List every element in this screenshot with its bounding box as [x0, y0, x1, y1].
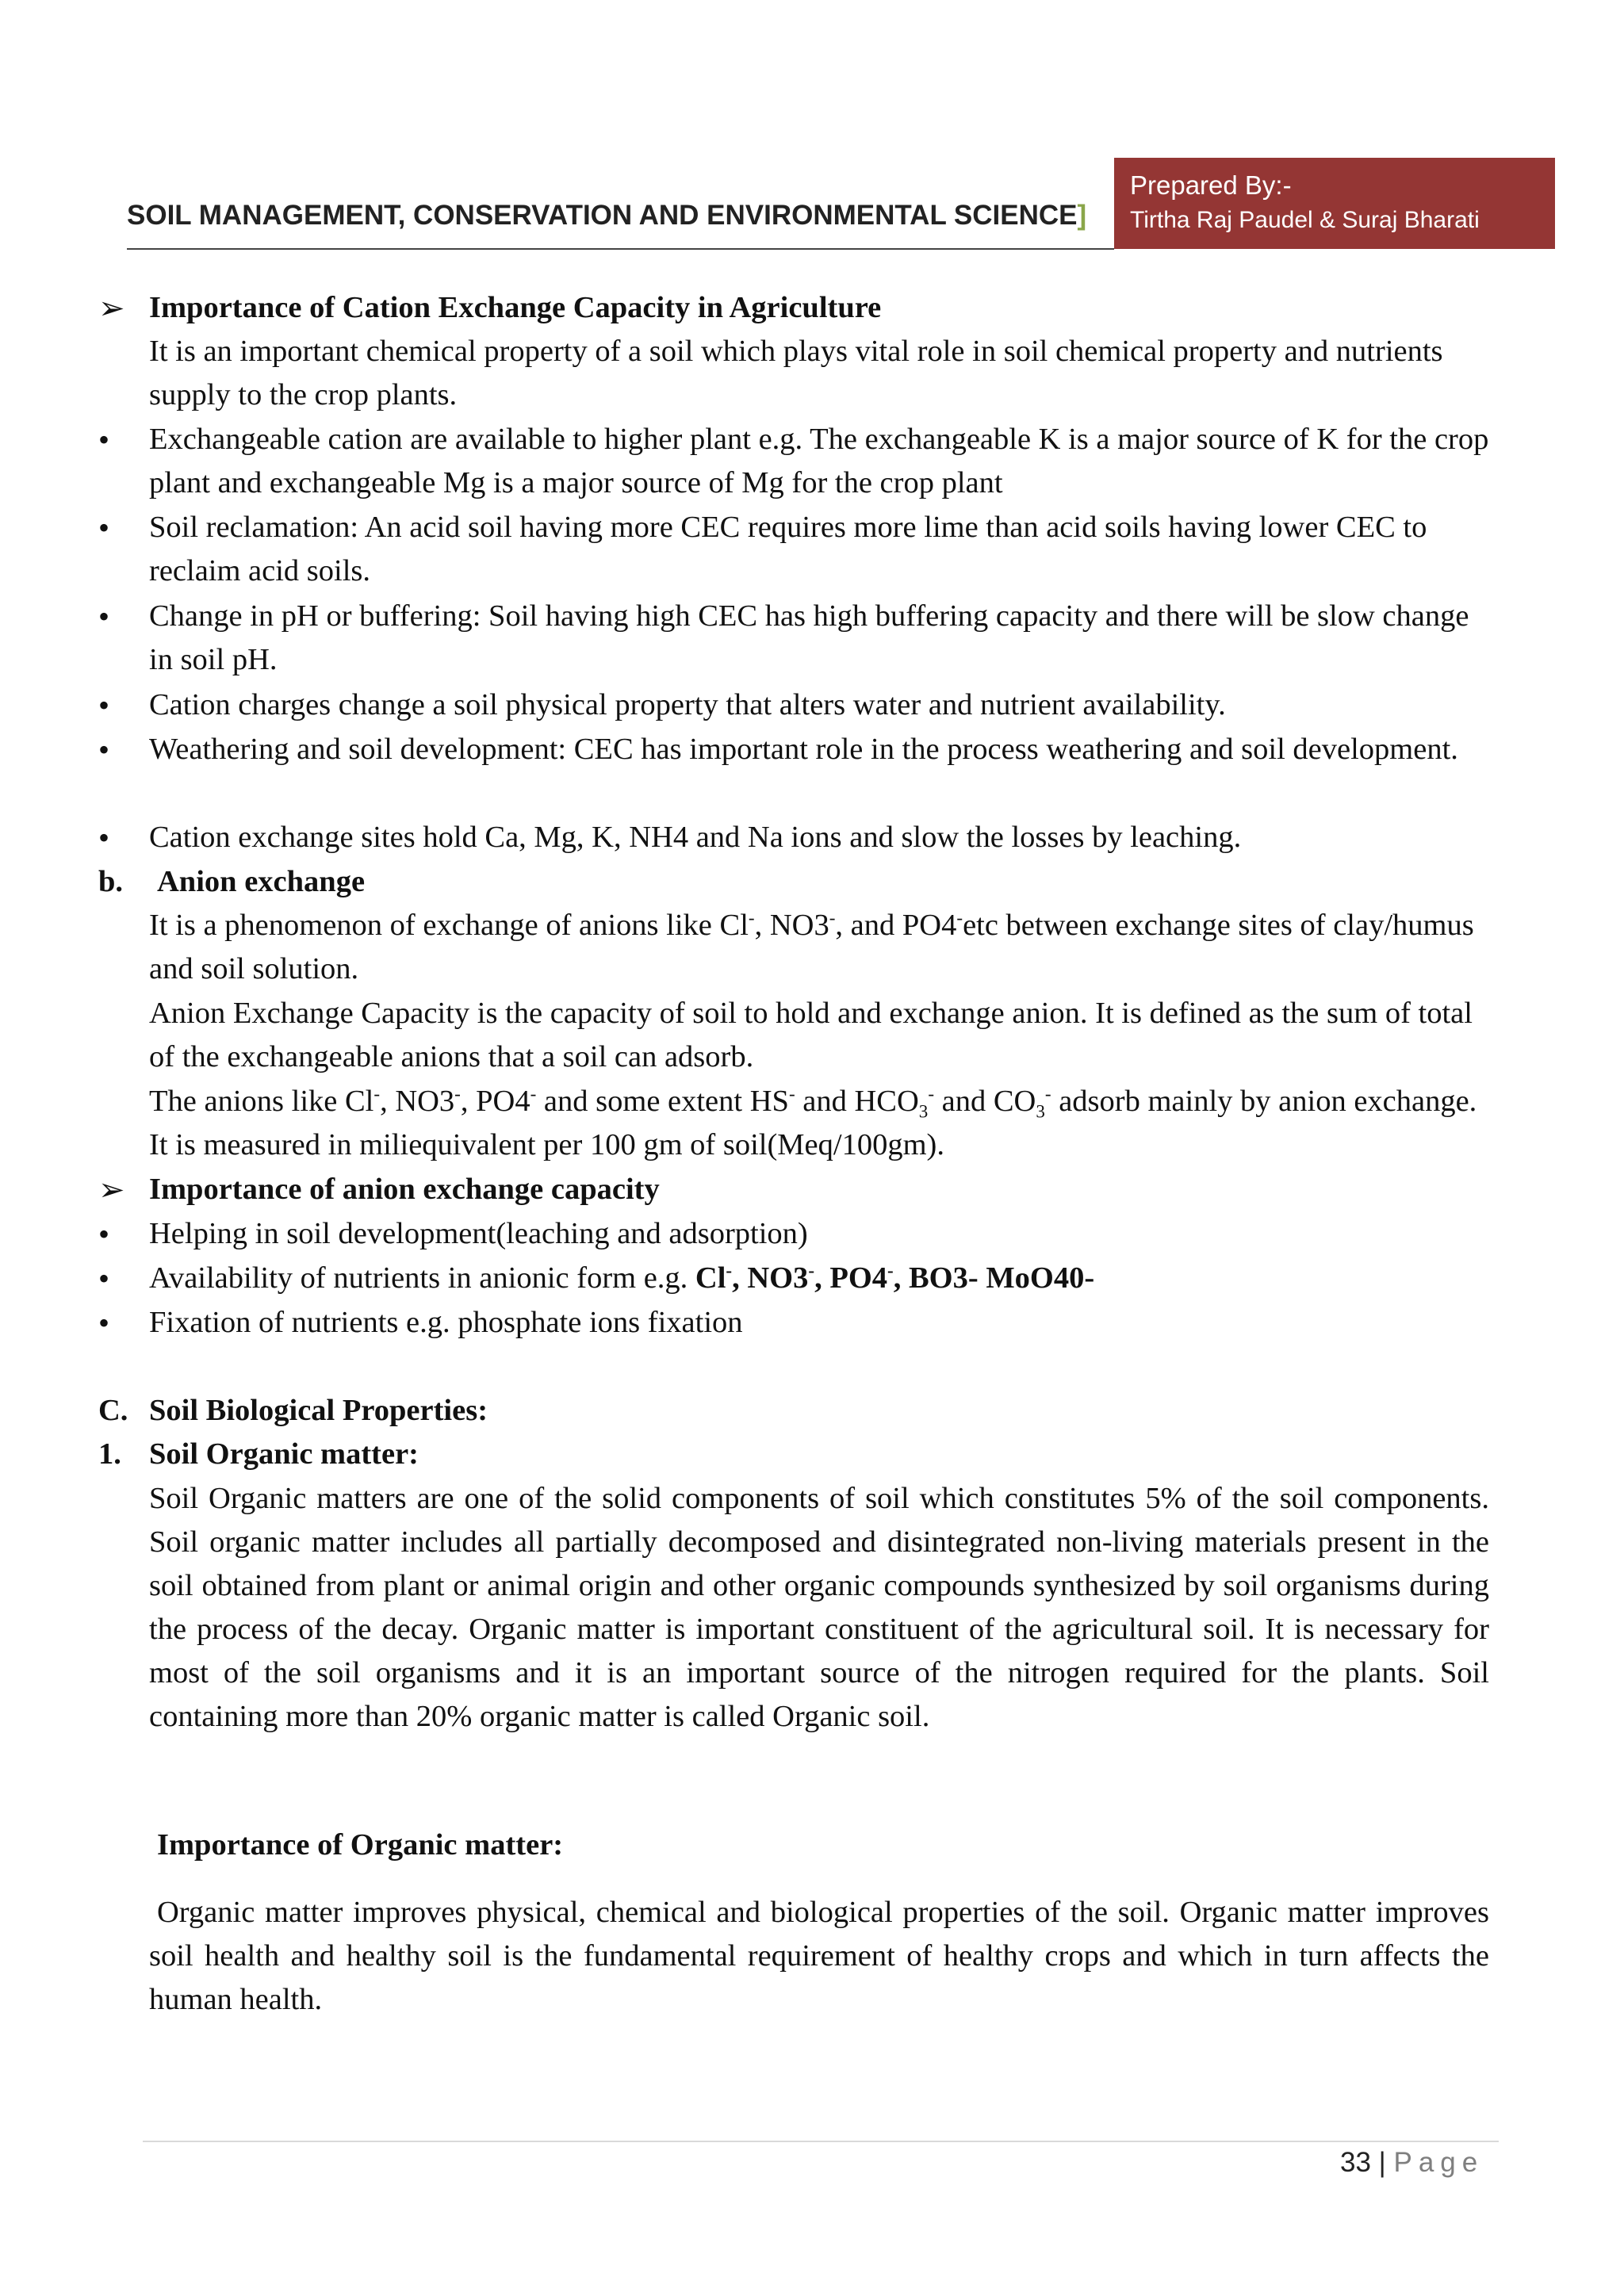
section-marker: 1.: [98, 1437, 121, 1471]
prepared-by-label: Prepared By:-: [1130, 170, 1292, 200]
section-marker: b.: [98, 865, 124, 898]
authors: Tirtha Raj Paudel & Suraj Bharati: [1130, 207, 1480, 233]
header-rule: [127, 248, 1114, 250]
page-footer: 33 | Page: [1340, 2147, 1484, 2178]
som-body: Soil Organic matters are one of the solid components of soil which constitutes 5% of the soil components. Soil organic matter includes all partially decomposed and disintegrated non-living materials present in the soil obtained from plant or animal origin and other organic compounds synthesized by soil organisms during the process of the decay. Organic matter is important constituent of the agricultural soil. It is necessary for most of the soil organisms and it is an important source of the nitrogen required for the plants. Soil containing more than 20% organic matter is called Organic soil.: [149, 1482, 1489, 1733]
bullet-icon: •: [98, 1216, 110, 1252]
anion-heading: Anion exchange: [157, 865, 366, 898]
cec-heading: Importance of Cation Exchange Capacity in Agriculture: [149, 291, 882, 324]
aec-bullet: Availability of nutrients in anionic form e.g. Cl-, NO3-, PO4-, BO3- MoO40-: [149, 1260, 1095, 1295]
anion-paragraph-2: Anion Exchange Capacity is the capacity of soil to hold and exchange anion. It is defined as the sum of total of the exchangeable anions that a soil can adsorb.: [149, 997, 1473, 1073]
bullet-icon: •: [98, 820, 110, 855]
cec-bullet: Cation charges change a soil physical property that alters water and nutrient availability.: [149, 688, 1226, 721]
cec-bullet: Exchangeable cation are available to higher plant e.g. The exchangeable K is a major source of K for the crop plant and exchangeable Mg is a major source of Mg for the crop plant: [149, 423, 1489, 499]
arrow-bullet-icon: ➢: [98, 1172, 125, 1207]
cec-intro: It is an important chemical property of a soil which plays vital role in soil chemical property and nutrients supply to the crop plants.: [149, 335, 1443, 411]
som-heading: Soil Organic matter:: [149, 1437, 419, 1471]
cec-bullet: Soil reclamation: An acid soil having more CEC requires more lime than acid soils having lower CEC to reclaim acid soils.: [149, 511, 1427, 587]
bio-heading: Soil Biological Properties:: [149, 1394, 488, 1427]
cec-bullet: Change in pH or buffering: Soil having high CEC has high buffering capacity and there will be slow change in soil pH.: [149, 599, 1469, 676]
cec-bullet: Cation exchange sites hold Ca, Mg, K, NH4 and Na ions and slow the losses by leaching.: [149, 821, 1242, 854]
bullet-icon: •: [98, 599, 110, 634]
header-bracket: ]: [1077, 200, 1087, 231]
page-label: Page: [1393, 2147, 1484, 2178]
bullet-icon: •: [98, 732, 110, 767]
footer-rule: [143, 2141, 1499, 2142]
bullet-icon: •: [98, 1261, 110, 1296]
iom-heading: Importance of Organic matter:: [157, 1828, 564, 1862]
bullet-icon: •: [98, 687, 110, 723]
bullet-icon: •: [98, 422, 110, 457]
header-title: SOIL MANAGEMENT, CONSERVATION AND ENVIRONMENTAL SCIENCE: [127, 200, 1078, 231]
iom-body: Organic matter improves physical, chemical and biological properties of the soil. Organic matter improves soil health and healthy soil is the fundamental requirement of healthy crops and which in turn affects the human health.: [149, 1896, 1489, 2016]
bullet-icon: •: [98, 1305, 110, 1341]
prepared-by-box: [1114, 158, 1555, 249]
arrow-bullet-icon: ➢: [98, 290, 125, 326]
cec-bullet: Weathering and soil development: CEC has important role in the process weathering and soil development.: [149, 733, 1458, 766]
aec-bullet: Helping in soil development(leaching and adsorption): [149, 1217, 808, 1250]
anion-paragraph-3: The anions like Cl-, NO3-, PO4- and some extent HS- and $HCO_3^-$ and $CO_3^-$ adsorb mainly by anion exchange. It is measured in miliequivalent per 100 gm of soil(Meq/100gm).: [149, 1083, 1477, 1161]
aec-heading: Importance of anion exchange capacity: [149, 1173, 660, 1206]
anion-paragraph-1: It is a phenomenon of exchange of anions like Cl-, NO3-, and PO4-etc between exchange sites of clay/humus and soil solution.: [149, 907, 1474, 985]
page-number: 33: [1340, 2147, 1371, 2178]
aec-bullet: Fixation of nutrients e.g. phosphate ions fixation: [149, 1306, 743, 1339]
bullet-icon: •: [98, 510, 110, 545]
running-header: [127, 200, 1086, 232]
section-marker: C.: [98, 1394, 128, 1427]
